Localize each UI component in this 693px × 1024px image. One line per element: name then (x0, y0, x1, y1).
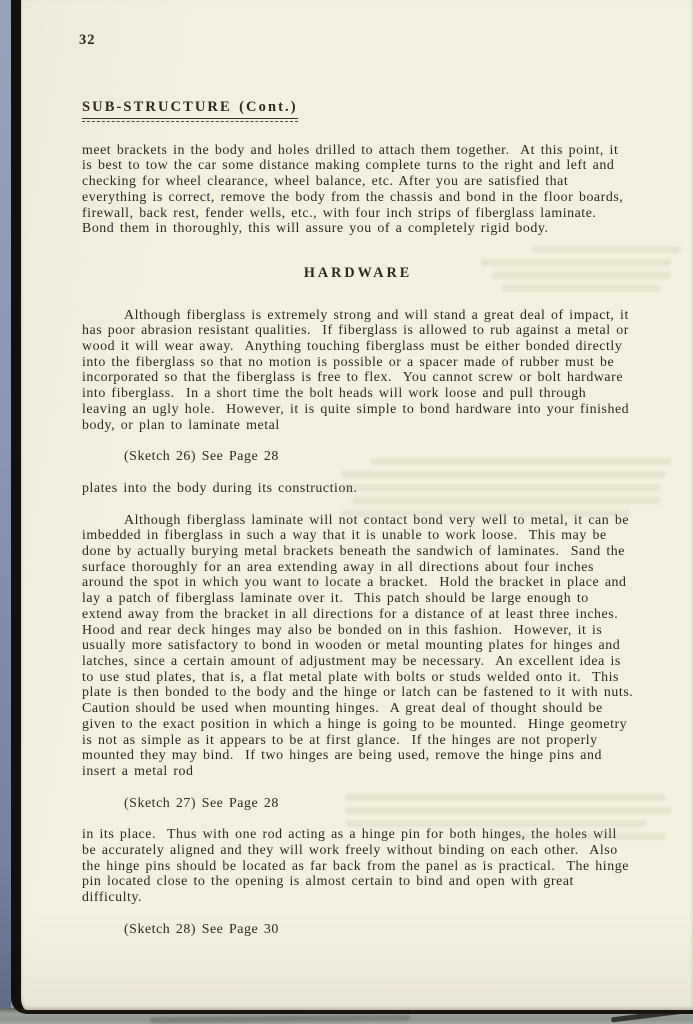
scan-bed-smudge (150, 1015, 410, 1024)
paragraph-brackets-and-hinges: Although fiberglass laminate will not contact bond very well to metal, it can be imbedded in fiberglass in such a way that it is unable to work loose. This may be done by actually burying metal brackets beneath the sandwich of laminates. Sand the surface thoroughly for an area extending away in all directions about four inches around the spot in which you want to locate a bracket. Hold the bracket in place and lay a patch of fiberglass laminate over it. This patch should be large enough to extend away from the bracket in all directions for a distance of at least three inches. Hood and rear deck hinges may also be bonded on in this fashion. However, it is usually more satisfactory to bond in wooden or metal mounting plates for hinges and latches, since a certain amount of adjustment may be necessary. An excellent idea is to use stud plates, that is, a flat metal plate with bolts or studs welded onto it. This plate is then bonded to the body and the hinge or latch can be fastened to it with nuts. Caution should be used when mounting hinges. A great deal of thought should be given to the exact position in which a hinge is going to be mounted. Hinge geometry is not as simple as it appears to be at first glance. If the hinges are not properly mounted they may bind. If two hinges are being used, remove the hinge pins and insert a metal rod (82, 512, 645, 779)
bleed-through-text (346, 788, 676, 846)
page-number: 32 (79, 32, 96, 48)
paragraph-hardware-intro: Although fiberglass is extremely strong and will stand a great deal of impact, it has poor abrasion resistant qualities. If fiberglass is allowed to rub against a metal or wood it will wear away. Anything touching fiberglass must be either bonded directly into the fiberglass so that no motion is possible or a spacer made of rubber must be incorporated so that the fiberglass is free to flex. You cannot screw or bolt hardware into fiberglass. In a short time the bolt heads will work loose and pull through leaving an ugly hole. However, it is quite simple to bond hardware into your finished body, or plan to laminate metal (82, 307, 635, 433)
paragraph-hinge-pins: in its place. Thus with one rod acting as a hinge pin for both hinges, the holes will be accurately aligned and they will work freely without binding on each other. Also the hinge pins should be located as far back from the panel as is practical. The hinge pin located close to the opening is almost certain to bind and open with great difficulty. (82, 827, 635, 906)
scan-left-blue-edge (0, 0, 11, 1013)
sketch-27-reference: (Sketch 27) See Page 28 (124, 795, 279, 811)
bleed-through-text (341, 452, 671, 523)
hardware-heading: HARDWARE (303, 264, 413, 281)
bleed-through-text (481, 240, 681, 298)
book-page (11, 0, 693, 1014)
sketch-28-reference: (Sketch 28) See Page 30 (124, 921, 279, 937)
paragraph-substructure-continued: meet brackets in the body and holes drilled to attach them together. At this point, it is best to tow the car some distance making complete turns to the right and left and checking for wheel clearance, wheel balance, etc. After you are satisfied that everything is correct, remove the body from the chassis and bond in the floor boards, firewall, back rest, fender wells, etc., with four inch strips of fiberglass laminate. Bond them in thoroughly, this will assure you of a completely rigid body. (82, 142, 629, 237)
paragraph-hardware-intro-continued: plates into the body during its construction. (82, 480, 358, 496)
sketch-26-reference: (Sketch 26) See Page 28 (124, 449, 279, 465)
section-heading (82, 100, 634, 119)
section-heading-text: SUB-STRUCTURE (Cont.) (82, 100, 298, 119)
